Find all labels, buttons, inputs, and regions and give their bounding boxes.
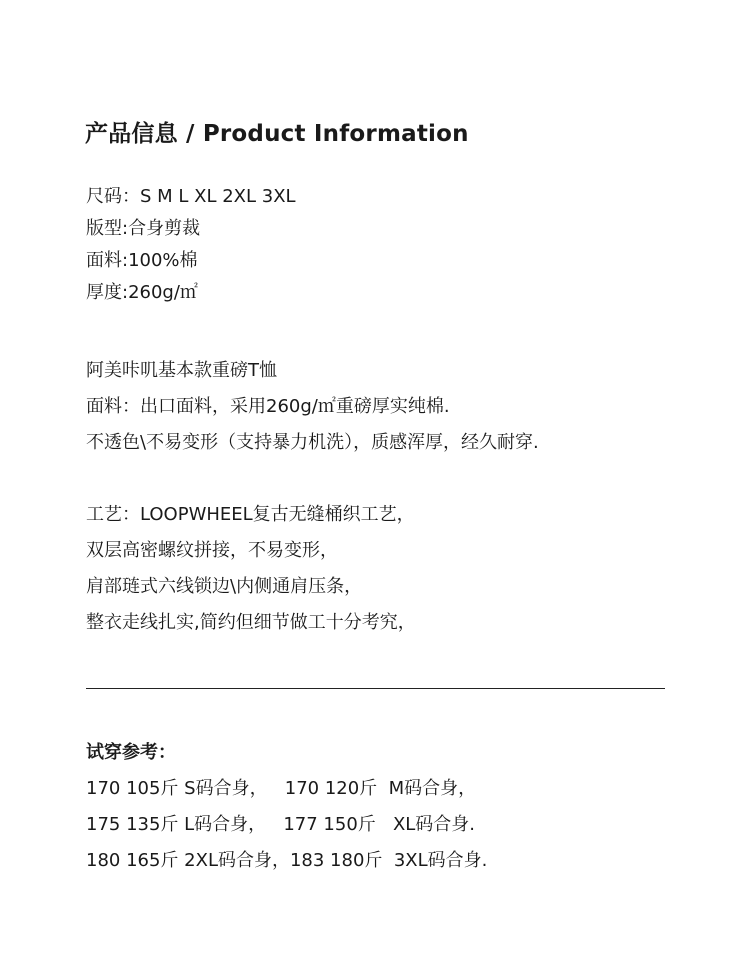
craft-section	[86, 497, 416, 641]
spec-fabric: 面料:100%棉	[86, 250, 198, 271]
section-divider	[86, 688, 665, 689]
description-section	[86, 353, 539, 461]
craft-line: 肩部琏式六线锁边\内侧通肩压条，	[86, 576, 363, 597]
craft-line: 双层高密螺纹拼接，不易变形，	[86, 540, 338, 561]
fit-reference-title: 试穿参考：	[86, 742, 176, 763]
fit-reference-row: 170 105斤 S码合身， 170 120斤 M码合身，	[86, 778, 477, 799]
description-line: 不透色\不易变形（支持暴力机洗），质感浑厚，经久耐穿.	[86, 432, 539, 453]
fit-reference-row: 175 135斤 L码合身， 177 150斤 XL码合身.	[86, 814, 476, 835]
spec-fit: 版型:合身剪裁	[86, 218, 201, 239]
craft-line: 整衣走线扎实,简约但细节做工十分考究，	[86, 612, 416, 633]
spec-size: 尺码：S M L XL 2XL 3XL	[86, 186, 296, 207]
description-line: 阿美咔叽基本款重磅T恤	[86, 360, 277, 381]
craft-line: 工艺：LOOPWHEEL复古无缝桶织工艺，	[86, 504, 415, 525]
description-line: 面料：出口面料，采用260g/㎡重磅厚实纯棉.	[86, 396, 450, 417]
spec-weight: 厚度:260g/㎡	[86, 282, 198, 303]
spec-list	[86, 181, 296, 309]
fit-reference-section	[86, 735, 487, 879]
fit-reference-row: 180 165斤 2XL码合身，183 180斤 3XL码合身.	[86, 850, 488, 871]
page-title: 产品信息 / Product Information	[85, 121, 469, 147]
